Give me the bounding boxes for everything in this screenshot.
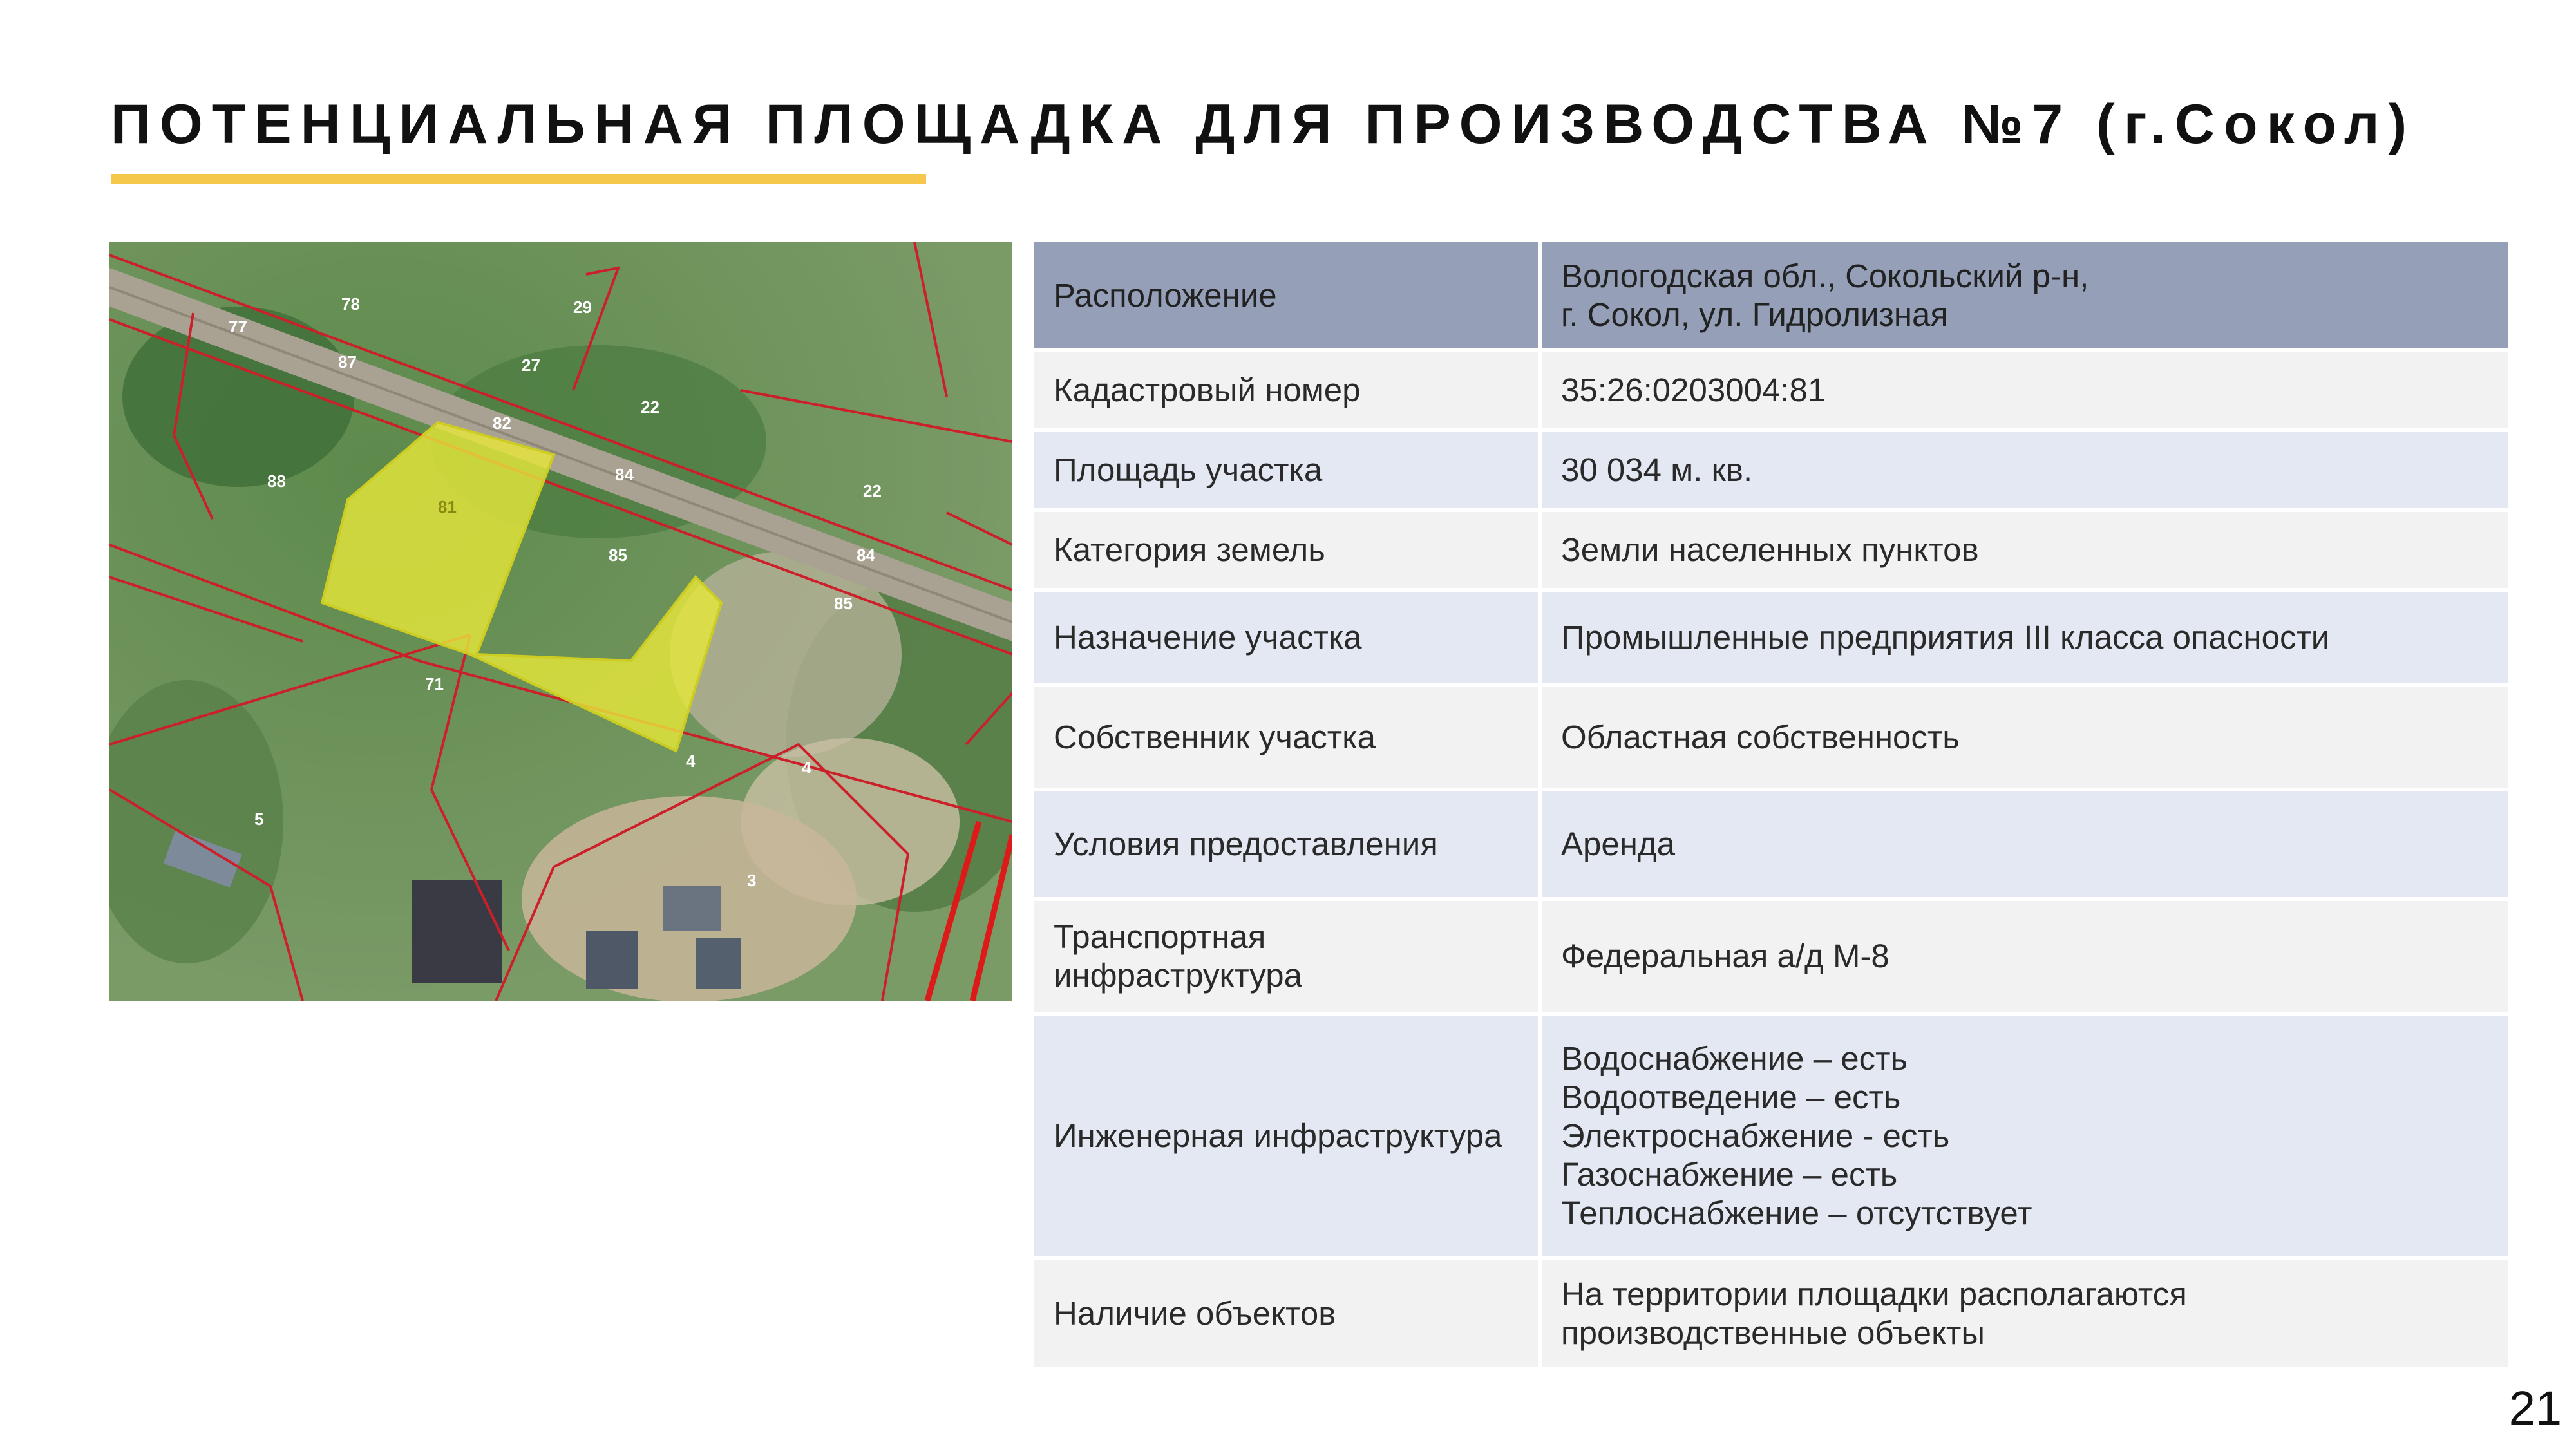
parcel-label: 88 bbox=[267, 471, 286, 491]
parcel-label: 27 bbox=[522, 355, 540, 375]
row-value-terms: Аренда bbox=[1540, 790, 2508, 899]
parcel-label: 84 bbox=[857, 545, 875, 565]
row-key-location: Расположение bbox=[1034, 242, 1540, 350]
parcel-label: 4 bbox=[686, 752, 696, 771]
building bbox=[412, 880, 502, 983]
table-row bbox=[1034, 242, 2508, 350]
table-row bbox=[1034, 430, 2508, 510]
parcel-label: 84 bbox=[615, 465, 634, 484]
row-value-land-category: Земли населенных пунктов bbox=[1540, 510, 2508, 590]
parcel-label: 5 bbox=[254, 810, 264, 829]
row-value-location: Вологодская обл., Сокольский р-н, г. Сокол, ул. Гидролизная bbox=[1540, 242, 2508, 350]
row-key-engineering: Инженерная инфраструктура bbox=[1034, 1014, 1540, 1258]
row-key-transport: Транспортная инфраструктура bbox=[1034, 899, 1540, 1014]
table-row bbox=[1034, 790, 2508, 899]
parcel-label: 22 bbox=[641, 397, 659, 417]
row-key-cadastral: Кадастровый номер bbox=[1034, 350, 1540, 430]
row-key-land-category: Категория земель bbox=[1034, 510, 1540, 590]
parcel-label: 29 bbox=[573, 298, 592, 317]
parcel-label: 22 bbox=[863, 481, 882, 500]
page-number: 21 bbox=[2508, 1381, 2562, 1435]
row-value-transport: Федеральная а/д М-8 bbox=[1540, 899, 2508, 1014]
cadastral-map-image bbox=[109, 242, 1012, 1001]
row-key-terms: Условия предоставления bbox=[1034, 790, 1540, 899]
page-title: ПОТЕНЦИАЛЬНАЯ ПЛОЩАДКА ДЛЯ ПРОИЗВОДСТВА №7 (г.Сокол) bbox=[111, 93, 2416, 155]
parcel-label: 85 bbox=[609, 545, 627, 565]
table-row bbox=[1034, 1258, 2508, 1369]
site-info-table bbox=[1034, 242, 2508, 1371]
parcel-label: 82 bbox=[493, 413, 511, 433]
parcel-label: 87 bbox=[338, 352, 357, 372]
row-value-objects: На территории площадки располагаются производственные объекты bbox=[1540, 1258, 2508, 1369]
parcel-label: 78 bbox=[341, 294, 360, 314]
row-value-owner: Областная собственность bbox=[1540, 685, 2508, 790]
row-value-area: 30 034 м. кв. bbox=[1540, 430, 2508, 510]
parcel-label: 81 bbox=[438, 497, 457, 516]
row-key-area: Площадь участка bbox=[1034, 430, 1540, 510]
cadastral-map bbox=[109, 242, 1012, 1001]
table-row bbox=[1034, 510, 2508, 590]
title-underline bbox=[111, 174, 926, 184]
row-value-purpose: Промышленные предприятия III класса опасности bbox=[1540, 590, 2508, 685]
table-row bbox=[1034, 1014, 2508, 1258]
parcel-label: 4 bbox=[802, 758, 811, 777]
parcel-label: 85 bbox=[834, 594, 853, 613]
row-value-engineering: Водоснабжение – есть Водоотведение – есть Электроснабжение - есть Газоснабжение – есть Теплоснабжение – отсутствует bbox=[1540, 1014, 2508, 1258]
building bbox=[586, 931, 638, 989]
parcel-label: 71 bbox=[425, 674, 444, 694]
parcel-label: 77 bbox=[229, 317, 247, 336]
row-key-objects: Наличие объектов bbox=[1034, 1258, 1540, 1369]
row-key-purpose: Назначение участка bbox=[1034, 590, 1540, 685]
parcel-label: 3 bbox=[747, 871, 757, 890]
building bbox=[663, 886, 721, 931]
table-row bbox=[1034, 685, 2508, 790]
row-key-owner: Собственник участка bbox=[1034, 685, 1540, 790]
table-row bbox=[1034, 899, 2508, 1014]
table-row bbox=[1034, 590, 2508, 685]
building bbox=[696, 938, 741, 989]
row-value-cadastral: 35:26:0203004:81 bbox=[1540, 350, 2508, 430]
table-row bbox=[1034, 350, 2508, 430]
